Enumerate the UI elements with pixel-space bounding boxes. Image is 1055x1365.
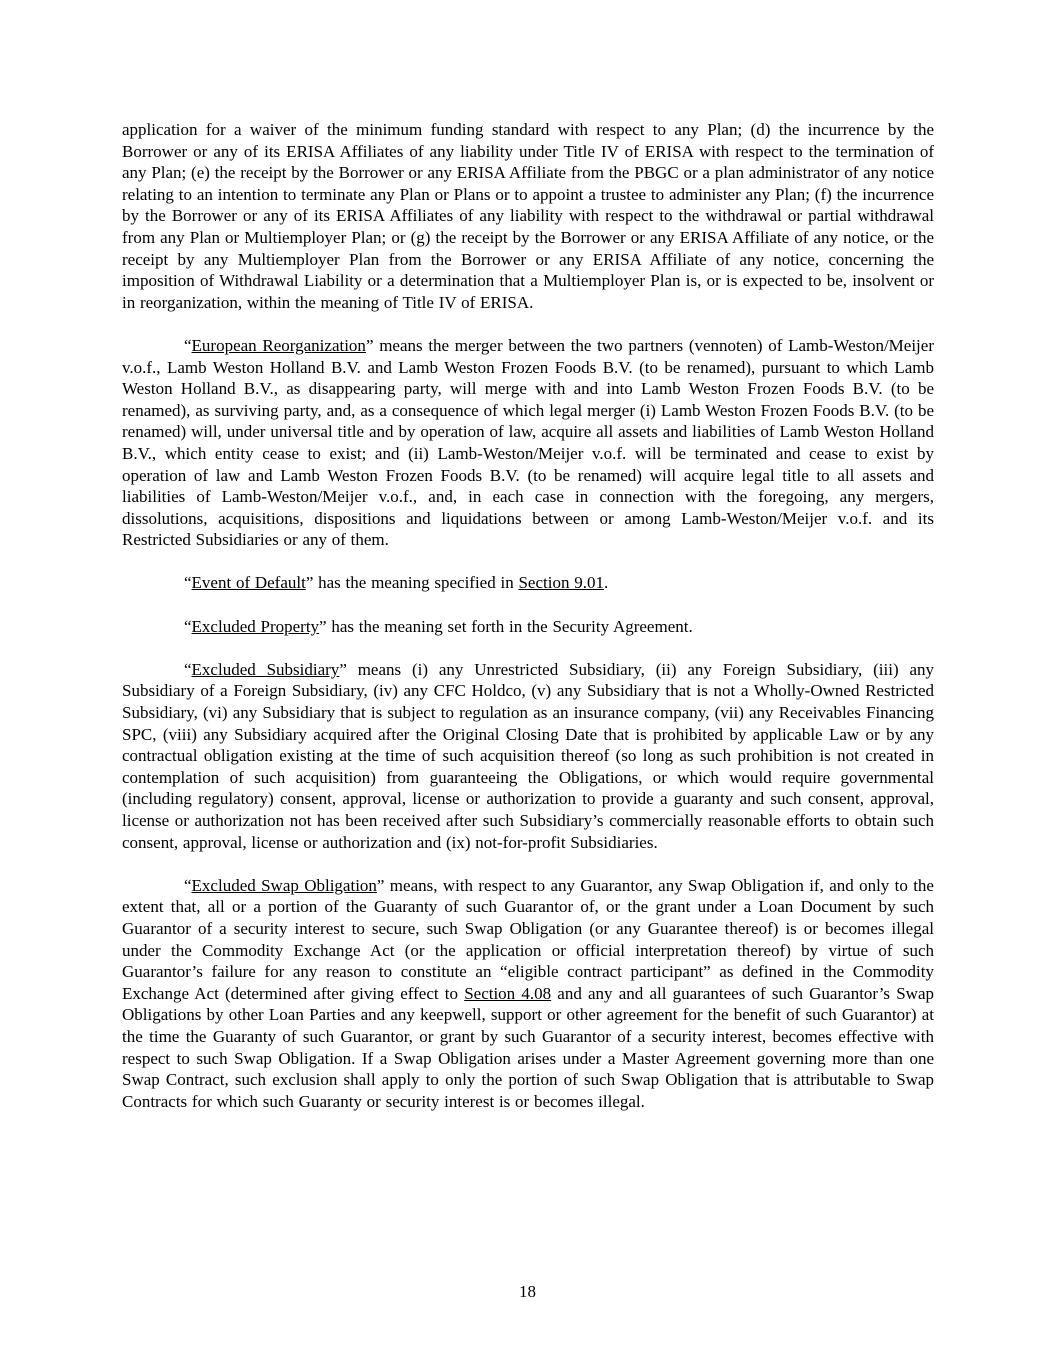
defined-term: Section 9.01 <box>518 573 604 593</box>
text-segment: ” means (i) any Unrestricted Subsidiary, (ii) any Foreign Subsidiary, (iii) any Subsidiary of a Foreign Subsidiary, (iv) any CFC Holdco, (v) any Subsidiary that is not a Wholly-Owned Restricted Subsidiary, (vi) any Subsidiary that is subject to regulation as an insurance company, (vii) any Receivables Financing SPC, (viii) any Subsidiary acquired after the Original Closing Date that is prohibited by applicable Law or by any contractual obligation existing at the time of such acquisition thereof (so long as such prohibition is not created in contemplation of such acquisition) from guaranteeing the Obligations, or which would require governmental (including regulatory) consent, approval, license or authorization to provide a guaranty and such consent, approval, license or authorization not has been received after such Subsidiary’s commercially reasonable efforts to obtain such consent, approval, license or authorization and (ix) not-for-profit Subsidiaries. <box>122 659 935 852</box>
paragraph <box>122 616 934 638</box>
defined-term: Excluded Property <box>191 616 320 636</box>
text-segment: ” has the meaning set forth in the Security Agreement. <box>319 616 693 636</box>
defined-term: Excluded Subsidiary <box>191 659 340 679</box>
text-segment: “ <box>184 659 192 679</box>
paragraph <box>122 659 934 853</box>
paragraph <box>122 119 934 313</box>
document-body <box>122 119 934 1134</box>
text-segment: “ <box>184 335 192 355</box>
text-segment: application for a waiver of the minimum funding standard with respect to any Plan; (d) the incurrence by the Borrower or any of its ERISA Affiliates of any liability under Title IV of ERISA with respect to the termination of any Plan; (e) the receipt by the Borrower or any ERISA Affiliate from the PBGC or a plan administrator of any notice relating to an intention to terminate any Plan or Plans or to appoint a trustee to administer any Plan; (f) the incurrence by the Borrower or any of its ERISA Affiliates of any liability with respect to the withdrawal or partial withdrawal from any Plan or Multiemployer Plan; or (g) the receipt by the Borrower or any ERISA Affiliate of any notice, or the receipt by any Multiemployer Plan from the Borrower or any ERISA Affiliate of any notice, concerning the imposition of Withdrawal Liability or a determination that a Multiemployer Plan is, or is expected to be, insolvent or in reorganization, within the meaning of Title IV of ERISA. <box>122 120 934 312</box>
defined-term: Section 4.08 <box>464 983 552 1003</box>
text-segment: “ <box>184 573 192 593</box>
text-segment: “ <box>184 875 192 895</box>
paragraph <box>122 572 934 594</box>
paragraph <box>122 875 934 1113</box>
text-segment: ” means the merger between the two partners (vennoten) of Lamb-Weston/Meijer v.o.f., Lamb Weston Holland B.V. and Lamb Weston Frozen Foods B.V. (to be renamed), pursuant to which Lamb Weston Holland B.V., as disappearing party, will merge with and into Lamb Weston Frozen Foods B.V. (to be renamed), as surviving party, and, as a consequence of which legal merger (i) Lamb Weston Frozen Foods B.V. (to be renamed) will, under universal title and by operation of law, acquire all assets and liabilities of Lamb Weston Holland B.V., which entity cease to exist; and (ii) Lamb-Weston/Meijer v.o.f. will be terminated and cease to exist by operation of law and Lamb Weston Frozen Foods B.V. (to be renamed) will acquire legal title to all assets and liabilities of Lamb-Weston/Meijer v.o.f., and, in each case in connection with the foregoing, any mergers, dissolutions, acquisitions, dispositions and liquidations between or among Lamb-Weston/Meijer v.o.f. and its Restricted Subsidiaries or any of them. <box>122 335 934 550</box>
text-segment: . <box>603 573 609 593</box>
page-number: 18 <box>519 1282 536 1301</box>
text-segment: ” has the meaning specified in <box>305 573 519 593</box>
text-segment: ” means, with respect to any Guarantor, any Swap Obligation if, and only to the extent that, all or a portion of the Guaranty of such Guarantor of, or the grant under a Loan Document by such Guarantor of a security interest to secure, such Swap Obligation (or any Guarantee thereof) is or becomes illegal under the Commodity Exchange Act (or the application or official interpretation thereof) by virtue of such Guarantor’s failure for any reason to constitute an “eligible contract participant” as defined in the Commodity Exchange Act (determined after giving effect to <box>122 875 934 1003</box>
paragraph <box>122 335 934 551</box>
defined-term: Event of Default <box>191 573 306 593</box>
defined-term: European Reorganization <box>191 335 366 355</box>
defined-term: Excluded Swap Obligation <box>191 875 377 895</box>
text-segment: “ <box>184 616 192 636</box>
text-segment: and any and all guarantees of such Guarantor’s Swap Obligations by other Loan Parties and any keepwell, support or other agreement for the benefit of such Guarantor) at the time the Guaranty of such Guarantor, or grant by such Guarantor of a security interest, becomes effective with respect to such Swap Obligation. If a Swap Obligation arises under a Master Agreement governing more than one Swap Contract, such exclusion shall apply to only the portion of such Swap Obligation that is attributable to Swap Contracts for which such Guaranty or security interest is or becomes illegal. <box>122 983 934 1111</box>
